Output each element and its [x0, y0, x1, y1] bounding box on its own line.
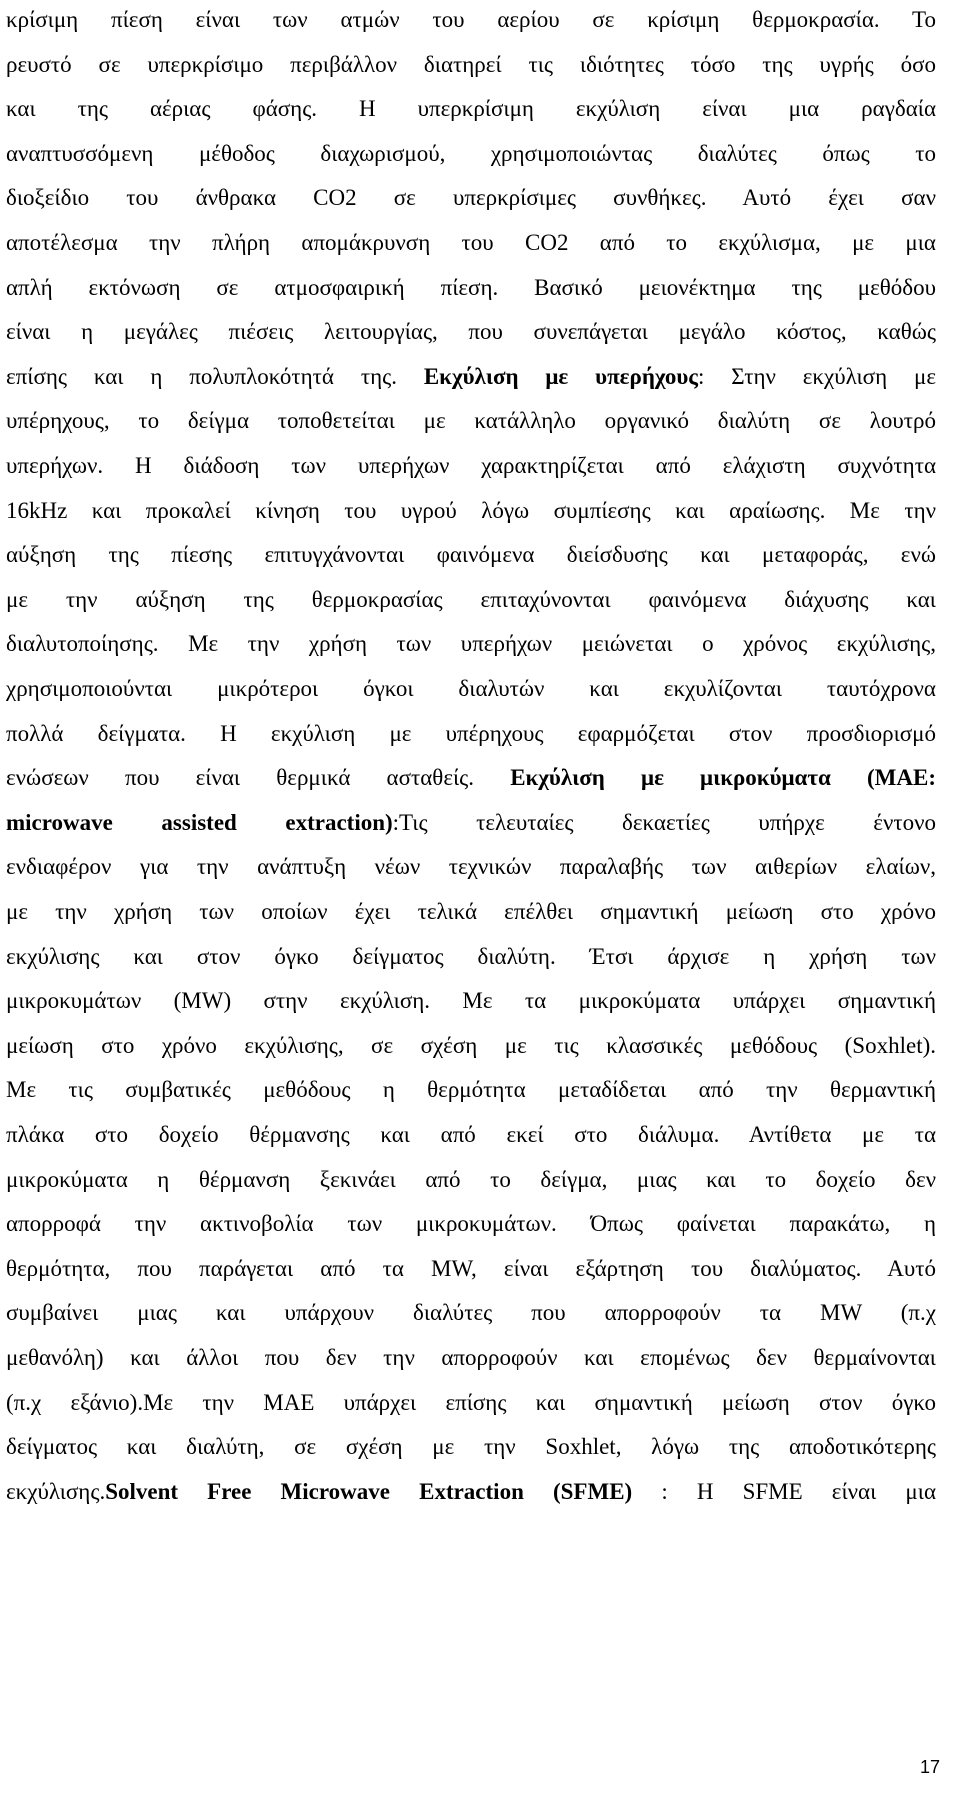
text-line	[6, 1032, 936, 1060]
text-line	[6, 274, 936, 302]
text-line	[6, 720, 936, 748]
text-line	[6, 1166, 936, 1194]
text-line	[6, 229, 936, 257]
text-line	[6, 853, 936, 881]
text-line	[6, 764, 936, 792]
text-run: (π.χ εξάνιο).Με την MAE υπάρχει επίσης και σημαντική μείωση στον όγκο	[6, 1389, 936, 1415]
text-run: θερμότητα, που παράγεται από τα MW, είναι εξάρτηση του διαλύματος. Αυτό	[6, 1255, 936, 1281]
text-run: ρευστό σε υπερκρίσιμο περιβάλλον διατηρεί τις ιδιότητες τόσο της υγρής όσο	[6, 51, 936, 77]
text-run: αναπτυσσόμενη μέθοδος διαχωρισμού, χρησιμοποιώντας διαλύτες όπως το	[6, 140, 936, 166]
text-line	[6, 809, 936, 837]
text-run: : Στην εκχύλιση με	[697, 363, 936, 389]
text-line	[6, 898, 936, 926]
text-run: επίσης και η πολυπλοκότητά της.	[6, 363, 424, 389]
text-run: δείγματος και διαλύτη, σε σχέση με την Soxhlet, λόγω της αποδοτικότερης	[6, 1434, 936, 1460]
text-line	[6, 140, 936, 168]
text-run: 16kHz και προκαλεί κίνηση του υγρού λόγω συμπίεσης και αραίωσης. Με την	[6, 497, 936, 523]
text-run: κρίσιμη πίεση είναι των ατμών του αερίου σε κρίσιμη θερμοκρασία. Το	[6, 7, 936, 32]
text-line	[6, 675, 936, 703]
bold-heading-text: microwave assisted extraction)	[6, 809, 393, 835]
text-run: ενώσεων που είναι θερμικά ασταθείς.	[6, 765, 511, 791]
text-line	[6, 1299, 936, 1327]
text-run: μικροκυμάτων (MW) στην εκχύλιση. Με τα μικροκύματα υπάρχει σημαντική	[6, 988, 936, 1014]
text-run: υπέρηχους, το δείγμα τοποθετείται με κατάλληλο οργανικό διαλύτη σε λουτρό	[6, 408, 936, 434]
text-line	[6, 541, 936, 569]
text-line	[6, 95, 936, 123]
text-run: απλή εκτόνωση σε ατμοσφαιρική πίεση. Βασικό μειονέκτημα της μεθόδου	[6, 274, 936, 300]
text-line	[6, 1121, 936, 1149]
text-line	[6, 1478, 936, 1506]
text-run: απορροφά την ακτινοβολία των μικροκυμάτων. Όπως φαίνεται παρακάτω, η	[6, 1211, 936, 1237]
text-line	[6, 1076, 936, 1104]
text-run: πολλά δείγματα. Η εκχύλιση με υπέρηχους εφαρμόζεται στον προσδιορισμό	[6, 720, 936, 746]
text-run: αποτέλεσμα την πλήρη απομάκρυνση του CO2 από το εκχύλισμα, με μια	[6, 230, 936, 255]
text-run: :Τις τελευταίες δεκαετίες υπήρχε έντονο	[392, 809, 936, 835]
text-run: ενδιαφέρον για την ανάπτυξη νέων τεχνικών παραλαβής των αιθερίων ελαίων,	[6, 854, 936, 880]
text-run: μεθανόλη) και άλλοι που δεν την απορροφούν και επομένως δεν θερμαίνονται	[6, 1345, 936, 1370]
text-line	[6, 184, 936, 212]
text-line	[6, 1344, 936, 1372]
bold-heading-text: Εκχύλιση με υπερήχους	[423, 363, 698, 389]
text-run: μείωση στο χρόνο εκχύλισης, σε σχέση με τις κλασσικές μεθόδους (Soxhlet).	[6, 1032, 936, 1058]
text-line	[6, 6, 936, 34]
text-run: υπερήχων. Η διάδοση των υπερήχων χαρακτηρίζεται από ελάχιστη συχνότητα	[6, 453, 936, 478]
text-run: εκχύλισης.	[6, 1478, 106, 1504]
text-line	[6, 1210, 936, 1238]
text-run: διαλυτοποίησης. Με την χρήση των υπερήχων μειώνεται ο χρόνος εκχύλισης,	[6, 631, 936, 657]
text-line	[6, 586, 936, 614]
text-line	[6, 452, 936, 480]
text-run: Με τις συμβατικές μεθόδους η θερμότητα μεταδίδεται από την θερμαντική	[6, 1077, 936, 1103]
text-line	[6, 497, 936, 525]
text-run: με την αύξηση της θερμοκρασίας επιταχύνονται φαινόμενα διάχυσης και	[6, 586, 936, 612]
text-line	[6, 51, 936, 79]
text-run: συμβαίνει μιας και υπάρχουν διαλύτες που απορροφούν τα MW (π.χ	[6, 1300, 936, 1326]
text-run: είναι η μεγάλες πιέσεις λειτουργίας, που συνεπάγεται μεγάλο κόστος, καθώς	[6, 319, 936, 345]
text-run: : Η SFME είναι μια	[632, 1478, 936, 1504]
page-number: 17	[919, 1757, 940, 1777]
text-run: και της αέριας φάσης. Η υπερκρίσιμη εκχύλιση είναι μια ραγδαία	[6, 96, 936, 122]
text-run: χρησιμοποιούνται μικρότεροι όγκοι διαλυτών και εκχυλίζονται ταυτόχρονα	[6, 676, 936, 701]
text-run: εκχύλισης και στον όγκο δείγματος διαλύτη. Έτσι άρχισε η χρήση των	[6, 943, 936, 969]
text-line	[6, 1433, 936, 1461]
text-run: πλάκα στο δοχείο θέρμανσης και από εκεί στο διάλυμα. Αντίθετα με τα	[6, 1122, 936, 1147]
text-line	[6, 987, 936, 1015]
text-line	[6, 1389, 936, 1417]
text-line	[6, 630, 936, 658]
text-line	[6, 318, 936, 346]
text-run: με την χρήση των οποίων έχει τελικά επέλθει σημαντική μείωση στο χρόνο	[6, 899, 936, 924]
text-line	[6, 1255, 936, 1283]
bold-heading-text: Solvent Free Microwave Extraction (SFME)	[105, 1478, 633, 1504]
text-line	[6, 407, 936, 435]
text-line	[6, 363, 936, 391]
text-run: μικροκύματα η θέρμανση ξεκινάει από το δείγμα, μιας και το δοχείο δεν	[6, 1166, 936, 1192]
text-run: διοξείδιο του άνθρακα CO2 σε υπερκρίσιμες συνθήκες. Αυτό έχει σαν	[6, 185, 936, 211]
text-run: αύξηση της πίεσης επιτυγχάνονται φαινόμενα διείσδυσης και μεταφοράς, ενώ	[6, 542, 936, 568]
bold-heading-text: Εκχύλιση με μικροκύματα (MAE:	[510, 765, 936, 791]
text-line	[6, 943, 936, 971]
